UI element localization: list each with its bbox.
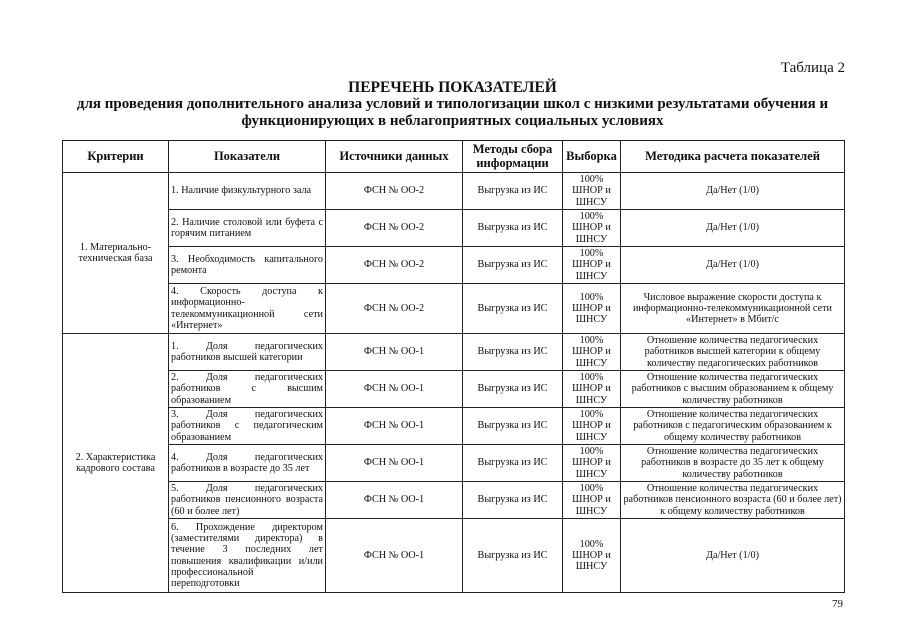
calc-cell: Отношение количества педагогических работников пенсионного возраста (60 и более лет) к общему количеству работников	[621, 482, 845, 519]
table-row	[63, 334, 845, 371]
table-header-row	[63, 141, 845, 173]
source-cell: ФСН № ОО-1	[326, 371, 463, 408]
sample-cell: 100% ШНОР и ШНСУ	[563, 247, 621, 284]
header-calc-method: Методика расчета показателей	[621, 141, 845, 173]
calc-cell: Да/Нет (1/0)	[621, 173, 845, 210]
calc-cell: Отношение количества педагогических работников высшей категории к общему количеству педагогических работников	[621, 334, 845, 371]
calc-cell: Отношение количества педагогических работников с педагогическим образованием к общему количеству работников	[621, 408, 845, 445]
sample-cell: 100% ШНОР и ШНСУ	[563, 482, 621, 519]
indicator-cell: 1. Доля педагогических работников высшей категории	[169, 334, 326, 371]
table-row	[63, 371, 845, 408]
source-cell: ФСН № ОО-1	[326, 334, 463, 371]
source-cell: ФСН № ОО-1	[326, 519, 463, 593]
criterion-cell: 2. Характеристика кадрового состава	[63, 334, 169, 593]
calc-cell: Да/Нет (1/0)	[621, 247, 845, 284]
indicator-cell: 3. Необходимость капитального ремонта	[169, 247, 326, 284]
method-cell: Выгрузка из ИС	[463, 210, 563, 247]
sample-cell: 100% ШНОР и ШНСУ	[563, 173, 621, 210]
indicator-cell: 2. Доля педагогических работников с высшим образованием	[169, 371, 326, 408]
table-row	[63, 284, 845, 334]
method-cell: Выгрузка из ИС	[463, 408, 563, 445]
table-row	[63, 482, 845, 519]
table-row	[63, 173, 845, 210]
indicator-cell: 2. Наличие столовой или буфета с горячим питанием	[169, 210, 326, 247]
document-title: ПЕРЕЧЕНЬ ПОКАЗАТЕЛЕЙ	[348, 79, 557, 96]
table-row	[63, 408, 845, 445]
table-row	[63, 445, 845, 482]
document-subtitle-line-2: функционирующих в неблагоприятных социальных условиях	[241, 113, 664, 129]
source-cell: ФСН № ОО-2	[326, 210, 463, 247]
method-cell: Выгрузка из ИС	[463, 334, 563, 371]
table-row	[63, 519, 845, 593]
sample-cell: 100% ШНОР и ШНСУ	[563, 284, 621, 334]
source-cell: ФСН № ОО-2	[326, 284, 463, 334]
indicator-cell: 5. Доля педагогических работников пенсионного возраста (60 и более лет)	[169, 482, 326, 519]
header-indicators: Показатели	[169, 141, 326, 173]
page-number: 79	[832, 598, 843, 610]
sample-cell: 100% ШНОР и ШНСУ	[563, 210, 621, 247]
calc-cell: Да/Нет (1/0)	[621, 519, 845, 593]
document-subtitle-line-1: для проведения дополнительного анализа условий и типологизации школ с низкими результатами обучения и	[76, 96, 829, 112]
table-label: Таблица 2	[780, 60, 845, 76]
indicator-cell: 6. Прохождение директором (заместителями директора) в течение 3 последних лет повышения квалификации и/или профессиональной переподготовки	[169, 519, 326, 593]
header-sample: Выборка	[563, 141, 621, 173]
source-cell: ФСН № ОО-1	[326, 482, 463, 519]
indicator-cell: 1. Наличие физкультурного зала	[169, 173, 326, 210]
header-methods: Методы сбора информации	[463, 141, 563, 173]
method-cell: Выгрузка из ИС	[463, 247, 563, 284]
sample-cell: 100% ШНОР и ШНСУ	[563, 371, 621, 408]
source-cell: ФСН № ОО-1	[326, 408, 463, 445]
indicator-cell: 3. Доля педагогических работников с педагогическим образованием	[169, 408, 326, 445]
method-cell: Выгрузка из ИС	[463, 173, 563, 210]
calc-cell: Отношение количества педагогических работников в возрасте до 35 лет к общему количеству работников	[621, 445, 845, 482]
method-cell: Выгрузка из ИС	[463, 371, 563, 408]
indicators-table	[62, 140, 845, 593]
calc-cell: Отношение количества педагогических работников с высшим образованием к общему количеству работников	[621, 371, 845, 408]
sample-cell: 100% ШНОР и ШНСУ	[563, 408, 621, 445]
sample-cell: 100% ШНОР и ШНСУ	[563, 519, 621, 593]
source-cell: ФСН № ОО-2	[326, 173, 463, 210]
calc-cell: Числовое выражение скорости доступа к информационно-телекоммуникационной сети «Интернет» в Мбит/с	[621, 284, 845, 334]
sample-cell: 100% ШНОР и ШНСУ	[563, 445, 621, 482]
indicator-cell: 4. Скорость доступа к информационно-телекоммуникационной сети «Интернет»	[169, 284, 326, 334]
header-sources: Источники данных	[326, 141, 463, 173]
source-cell: ФСН № ОО-1	[326, 445, 463, 482]
table-row	[63, 247, 845, 284]
method-cell: Выгрузка из ИС	[463, 445, 563, 482]
method-cell: Выгрузка из ИС	[463, 284, 563, 334]
calc-cell: Да/Нет (1/0)	[621, 210, 845, 247]
header-criteria: Критерии	[63, 141, 169, 173]
criterion-cell: 1. Материально-техническая база	[63, 173, 169, 334]
sample-cell: 100% ШНОР и ШНСУ	[563, 334, 621, 371]
source-cell: ФСН № ОО-2	[326, 247, 463, 284]
method-cell: Выгрузка из ИС	[463, 482, 563, 519]
method-cell: Выгрузка из ИС	[463, 519, 563, 593]
indicator-cell: 4. Доля педагогических работников в возрасте до 35 лет	[169, 445, 326, 482]
table-row	[63, 210, 845, 247]
